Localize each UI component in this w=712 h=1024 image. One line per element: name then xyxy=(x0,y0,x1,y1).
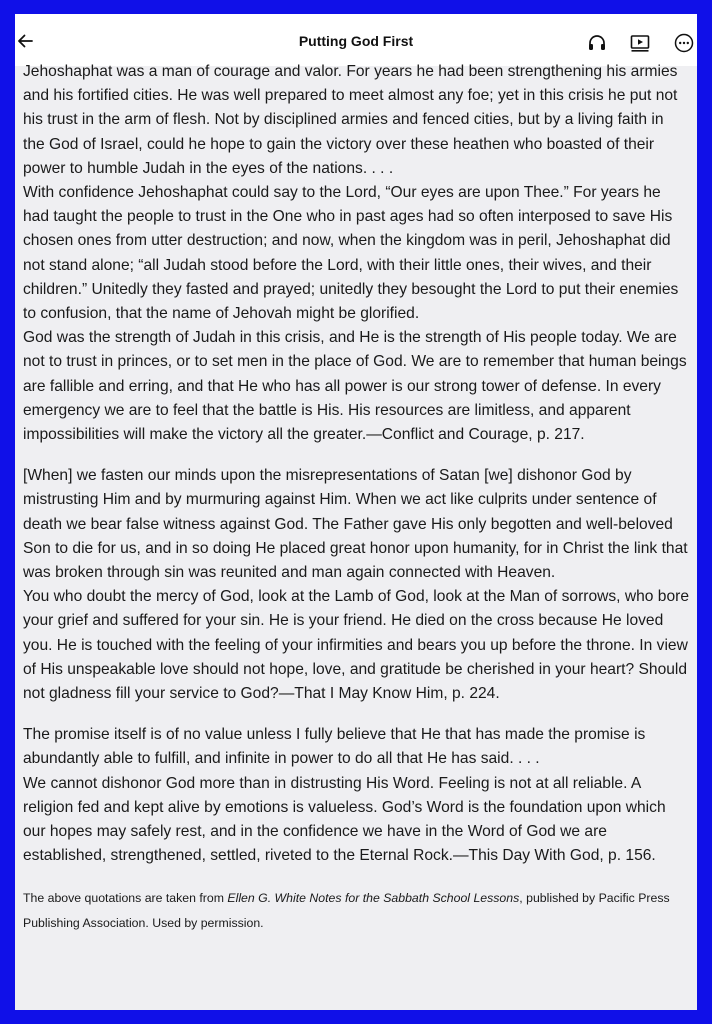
headphones-icon[interactable] xyxy=(586,32,608,54)
paragraph: You who doubt the mercy of God, look at the Lamb of God, look at the Man of sorrows, who bore your grief and suffered for your sin. He is your friend. He died on the cross because He loved you. He is touched with the feeling of your infirmities and bears you up before the throne. In view of His unspeakable love should not hope, love, and gratitude be cherished in your heart? Should not gladness fill your service to God?—That I May Know Him, p. 224. xyxy=(23,588,690,703)
paragraph: With confidence Jehoshaphat could say to the Lord, “Our eyes are upon Thee.” For years he had taught the people to trust in the One who in past ages had so often interposed to save His chosen ones from utter destruction; and now, when the kingdom was in peril, Jehoshaphat did not stand alone; “all Judah stood before the Lord, with their little ones, their wives, and their children.” Unitedly they fasted and prayed; unitedly they besought the Lord to put their enemies to confusion, that the name of Jehovah might be glorified. xyxy=(23,184,679,323)
top-bar xyxy=(15,14,697,66)
attribution-note xyxy=(23,886,689,936)
note-prefix: The above quotations are taken from xyxy=(23,890,228,905)
note-book-title: Ellen G. White Notes for the Sabbath School Lessons xyxy=(227,890,520,905)
note-suffix: , published by Pacific Press Publishing Association. Used by permission. xyxy=(23,890,670,930)
paragraph: We cannot dishonor God more than in distrusting His Word. Feeling is not at all reliable. A religion fed and kept alive by emotions is valueless. God’s Word is the foundation upon which our hopes may safely rest, and in the confidence we have in the Word of God we are established, strengthened, settled, riveted to the Eternal Rock.—This Day With God, p. 156. xyxy=(23,774,666,865)
play-video-icon[interactable] xyxy=(629,32,651,54)
paragraph: God was the strength of Judah in this crisis, and He is the strength of His people today. We are not to trust in princes, or to set men in the place of God. We are to remember that human beings are fallible and erring, and that He who has all power is our strong tower of defense. In every emergency we are to feel that the battle is His. His resources are limitless, and apparent impossibilities will make the victory all the greater.—Conflict and Courage, p. 217. xyxy=(23,329,687,444)
more-options-icon[interactable] xyxy=(673,32,695,54)
paragraph: The promise itself is of no value unless I fully believe that He that has made the promise is abundantly able to fulfill, and infinite in power to do all that He has said. . . . xyxy=(23,726,646,768)
paragraph: [When] we fasten our minds upon the misrepresentations of Satan [we] dishonor God by mistrusting Him and by murmuring against Him. When we act like culprits under sentence of death we bear false witness against God. The Father gave His only begotten and well-beloved Son to die for us, and in so doing He placed great honor upon humanity, for in Christ the link that was broken through sin was reunited and man again connected with Heaven. xyxy=(23,467,688,582)
paragraph: Jehoshaphat was a man of courage and valor. For years he had been strengthening his armies and his fortified cities. He was well prepared to meet almost any foe; yet in this crisis he put not his trust in the arm of flesh. Not by disciplined armies and fenced cities, but by a living faith in the God of Israel, could he hope to gain the victory over these heathen who boasted of their power to humble Judah in the eyes of the nations. . . . xyxy=(23,63,678,177)
page-title: Putting God First xyxy=(298,33,414,49)
app-frame xyxy=(15,14,697,1010)
lesson-content xyxy=(23,60,689,936)
